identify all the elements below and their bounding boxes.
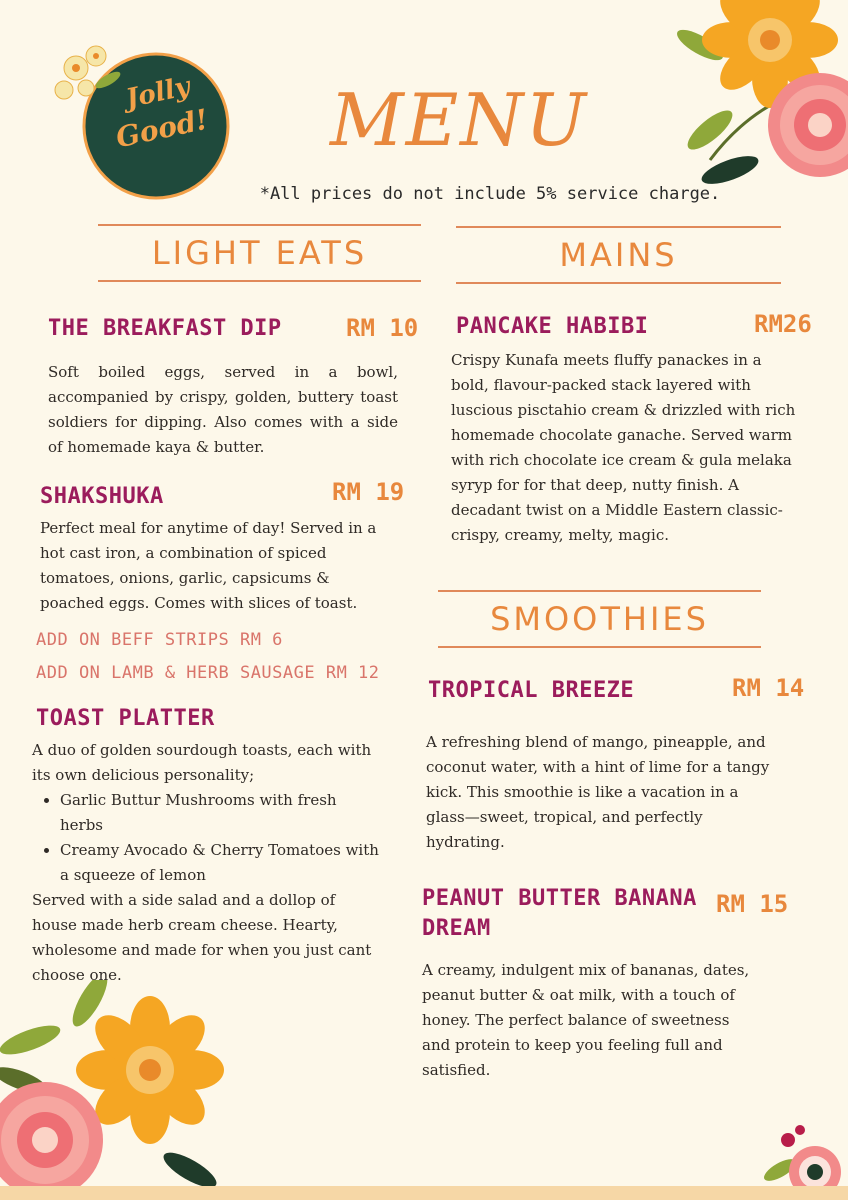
light-eats-rule-bottom: [98, 280, 421, 282]
mains-rule-bottom: [456, 282, 781, 284]
mains-title: MAINS: [559, 236, 678, 274]
toast-platter-description: [32, 738, 382, 988]
peanut-butter-name-line1: PEANUT BUTTER BANANA: [422, 886, 697, 911]
list-item: • Creamy Avocado & Cherry Tomatoes with a squeeze of lemon: [60, 838, 382, 888]
shakshuka-description: Perfect meal for anytime of day! Served in a hot cast iron, a combination of spiced tomatoes, onions, garlic, capsicums & poached eggs. Comes with slices of toast.: [40, 519, 377, 612]
service-charge-note: *All prices do not include 5% service charge.: [259, 184, 721, 204]
toast-platter-intro: A duo of golden sourdough toasts, each with its own delicious personality;: [32, 741, 372, 784]
smoothies-rule-bottom: [438, 646, 761, 648]
logo-text-line1: Jolly: [123, 71, 193, 115]
tropical-breeze-name: TROPICAL BREEZE: [428, 678, 635, 703]
light-eats-rule-top: [98, 224, 421, 226]
page-title: MENU: [330, 78, 588, 162]
flower-decoration-top-right: [670, 0, 848, 210]
breakfast-dip-description: Soft boiled eggs, served in a bowl, accompanied by crispy, golden, buttery toast soldiers for dipping. Also comes with a side of homemade kaya & butter.: [48, 363, 398, 456]
pancake-habibi-price: RM26: [754, 310, 812, 338]
shakshuka-addon-beef: ADD ON BEFF STRIPS RM 6: [36, 630, 283, 650]
toast-platter-list: [32, 788, 382, 888]
flower-decoration-bottom-left: [0, 980, 240, 1200]
breakfast-dip-price: RM 10: [346, 314, 419, 342]
shakshuka-name: SHAKSHUKA: [40, 484, 164, 509]
tropical-breeze-price: RM 14: [732, 674, 805, 702]
toast-platter-outro: Served with a side salad and a dollop of house made herb cream cheese. Hearty, wholesome and made for when you just cant choose one.: [32, 891, 372, 984]
logo: [48, 40, 232, 200]
peanut-butter-description: A creamy, indulgent mix of bananas, dates, peanut butter & oat milk, with a touch of honey. The perfect balance of sweetness and protein to keep you feeling full and satisfied.: [422, 961, 750, 1079]
light-eats-title: LIGHT EATS: [151, 234, 368, 272]
smoothies-title: SMOOTHIES: [490, 600, 709, 638]
shakshuka-addon-sausage: ADD ON LAMB & HERB SAUSAGE RM 12: [36, 663, 380, 683]
pancake-habibi-description: Crispy Kunafa meets fluffy panackes in a bold, flavour-packed stack layered with luscious pisctahio cream & drizzled with rich homemade chocolate ganache. Served warm with rich chocolate ice cream & gula melaka syryp for for that deep, nutty finish. A decadant twist on a Middle Eastern classic-crispy, creamy, melty, magic.: [451, 351, 796, 544]
toast-platter-name: TOAST PLATTER: [36, 706, 215, 731]
breakfast-dip-name: THE BREAKFAST DIP: [48, 316, 282, 341]
list-item: • Garlic Buttur Mushrooms with fresh herbs: [60, 788, 382, 838]
bottom-band: [0, 1186, 848, 1200]
pancake-habibi-name: PANCAKE HABIBI: [456, 314, 649, 339]
peanut-butter-name-line2: DREAM: [422, 916, 491, 941]
tropical-breeze-description: A refreshing blend of mango, pineapple, and coconut water, with a hint of lime for a tangy kick. This smoothie is like a vacation in a glass—sweet, tropical, and perfectly hydrating.: [426, 733, 770, 851]
mains-rule-top: [456, 226, 781, 228]
logo-text-line2: Good!: [113, 102, 211, 155]
peanut-butter-price: RM 15: [716, 890, 789, 918]
shakshuka-price: RM 19: [332, 478, 405, 506]
smoothies-rule-top: [438, 590, 761, 592]
